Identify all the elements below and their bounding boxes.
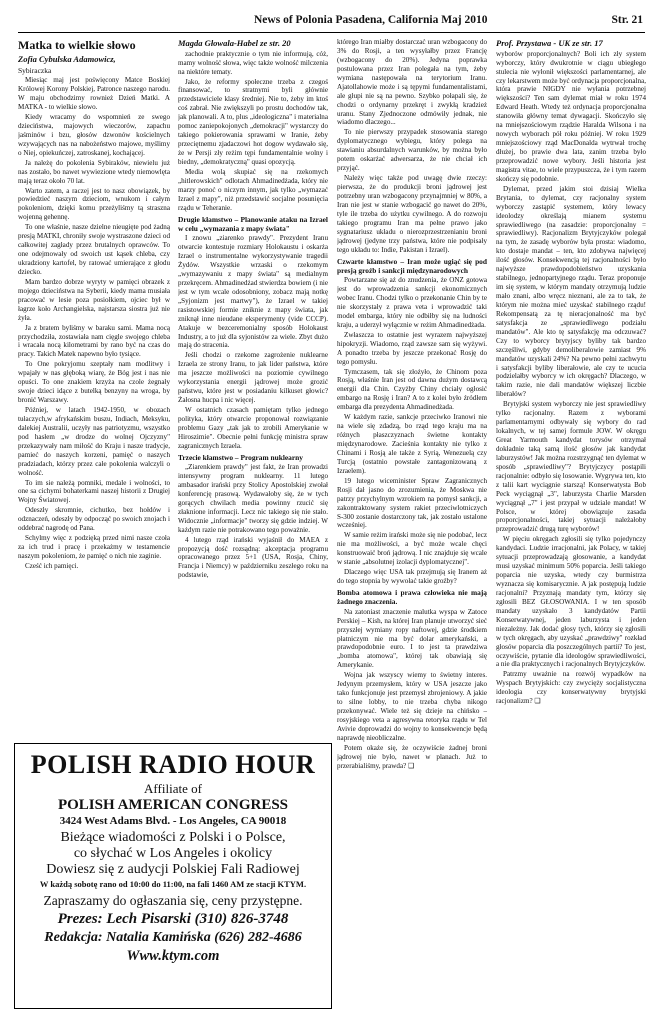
article-paragraph: „Ziarenkiem prawdy" jest fakt, że Iran prowadzi intensywny program nuklearny. 11 lutego ambasador irański przy Stolicy Apostolskiej zwołał konferencję prasową. Wydawałoby się, że w tych gorących chwilach media powinny rzucić się złaknione informacji. Lecz nic takiego się nie stało. Widocznie „informacje" tworzy się gdzie indziej. W każdym razie nie potrakowano tego poważnie. [178, 463, 328, 534]
article-body [496, 50, 646, 706]
ad-website: Www.ktym.com [126, 948, 220, 964]
article-paragraph: Media wolą skupiać się na rzekomych „hitlerowskich" odlotach Ahmadinedżada, który nie marzy ponoć o niczym innym, jak tylko „wymazać Izrael z mapy", niż przedstawić socjalne posunięcia rządu w Teheranie. [178, 167, 328, 212]
article-paragraph: Schylmy więc z podzięką przed nimi nasze czoła za ich trud i pracę i przekażmy w testamencie naszym pokoleniom, że pamięć o nich nie zaginie. [18, 534, 170, 560]
article-body [337, 38, 487, 771]
article-paragraph: Brytyjski system wyborczy nie jest sprawiedliwy tylko racjonalny. Razem z wyborami parlamentarnymi odbywały się wybory do rad lokalnych, w tej samej formule JOW. W okręgu Great Yarmouth kandydat torysów otrzymał dokładnie taką samą ilość głosów jak kandydat laburzystów! Jak można rozstrzygnąć ten dylemat w sposób „sprawiedliwy"? Brytyjczycy postąpili racjonalnie: odbyło się losowanie. Wygrywa ten, kto z talii kart wyciągnie starszą! Konserwatysta Bob Peck wyciągnął „3", laburzysta Charlie Marsden wyciągnął „7" i jest przypał w udziale mandat! W Polsce, w której obowiązuje zasada proporcjonalności, takiej sytuacji należałoby przeprowadzić drugą turę wyborów! [496, 400, 646, 534]
article-matka [18, 38, 170, 726]
newspaper-title: News of Polonia Pasadena, California Maj 2010 [254, 14, 488, 26]
article-paragraph: 4 lutego rząd irański wyjaśnił do MAEA z propozycją dość rozsądną: akceptacja programu opracowanego przez 5+1 (USA, Rosja, Chiny, Francja i Niemcy) w październiku zeszłego roku na podstawie, [178, 535, 328, 580]
article-paragraph: Cześć ich pamięci. [25, 561, 79, 570]
section-heading: Czwarte kłamstwo – Iran może ugiąć się pod presją groźb i sankcji międzynarodowych [337, 256, 487, 275]
ad-title: POLISH RADIO HOUR [30, 750, 316, 779]
article-paragraph: Dylemat, przed jakim stoi dzisiaj Wielka Brytania, to dylemat, czy racjonalny system wyborczy zastąpić systemem, który lewacy ideolodzy określają mianem systemu sprawiedliwego (na zasadzie: proporcjonalny = sprawiedliwy). Racjonalizm Brytyjczyków polegał na tym, że zasadę wyborów była prosta: wiadomo, kto dostaje mandat – ten, kto zdobywa najwięcej ilość głosów. Konsekwencją tej racjonalności było najwyższe prawdopodobieństwo uzyskania stabilnego, jednopartyjnego rządu. Teraz proponuje im się system, w którym mandaty otrzymują ludzie mało znani, albo wręcz nieznani, ale za to tak, że którym nie można mieć uzyskać stabilnego rządu! Rekompensatą za tę nieracjonalność ma być satysfakcja ze „sprawiedliwego podziału mandatów". Ale kto tę satysfakcję ma odczuwać? Czy to wyborcy brytyjscy byliby tak bardzo szczęśliwi, gdyby demoliberalowie zamiast 9% mandatów uzyskali 24%? Na pewno pełni zachwytu i satysfakcji byliby liberałowie, ale czy te ucucia podzielałby wyborcy w ich okręgach? Dlaczego, w takim razie, nie dali mandatów większej liczbie liberałów? [496, 184, 646, 399]
article-paragraph: Należy więc także pod uwagę dwie rzeczy: pierwsza, że do produkcji broni jądrowej jest potrzebny uran wzbogacony przynajmniej w 80%, a Iran nie jest w stanie wzbogacić go nawet do 20%, tyle ile trzeba do użytku cywilnego. A do rozwoju takiego programu Iran ma pełne prawo jako sygnatariusz układu o nierozprzestrzenianiu broni jądrowej (jedyne trzy państwa, które nie podpisały tego układu to: Indie, Pakistan i Izrael). [337, 174, 487, 254]
article-paragraph: Dlaczego więc USA tak przejmują się Iranem aż do tego stopnia by wywołać takie groźby? [337, 568, 487, 586]
article-paragraph: W pięciu okręgach zgłosili się tylko pojedynczy kandydaci. Ludzie irracjonalni, jak Polacy, w takiej sytuacji przeprowadzają głosowanie, a kandydat musi uzyskać minimum 50% poparcia. Jeśli takiego poparcia nie uzyska, wtedy czy burmistrza wyznacza się komisarycznie. A jak postępują ludzie racjonalni? Przyznają mandaty tym, którzy się zgłosili BEZ GŁOSOWANIA. I w ten sposób mandaty uzyskało 3 kandydatów Partii Konserwatywnej, jeden laburzysta i jeden niezależny. Jak dodać głosy tych, którzy się zgłosili w tych okręgach, aby uzyskać „prawdziwy" rozkład głosów poparcia dla poszczególnych partii? To jest, oczywiście, pytanie dla ideologów sprawiedliwości, a nie dla praktycznych i racjonalnych Brytyjczyków. [496, 535, 646, 669]
article-paragraph: Mam bardzo dobrze wyryty w pamięci obrazek z mojego dzieciństwa na Syberii, kiedy mama musiała pracować w lesie poza posiołkiem, ojciec był w łagrze koło Archangielska, najstarsza siostra już nie żyła. [18, 277, 170, 322]
article-title: Matka to wielkie słowo [18, 38, 136, 52]
ad-line: Dowiesz się z audycji Polskiej Fali Radiowej [46, 862, 300, 877]
article-paragraph: Kiedy wracamy do wspomnień ze swego dzieciństwa, majowych wieczorów, zapachu jaśminów i bzu, głosów dzwonów kościelnych wzywających nas na nabożeństwo majowe, myślimy o Niej, opiekuńczej, zatroskanej, kochającej. [18, 113, 170, 157]
ad-address: 3424 West Adams Blvd. - Los Angeles, CA 90018 [59, 815, 287, 827]
article-paragraph: W ostatnich czasach pamiętam tylko jednego polityka, który otwarcie proponował rozwiązanie problemu Gazy „tak jak to zrobili Amerykanie w Hiroszimie". Obecnie pełni funkcję ministra spraw zagranicznych Izraela. [178, 406, 328, 450]
ad-president-contact: Prezes: Lech Pisarski (310) 826-3748 [57, 911, 289, 927]
article-paragraph: Zwłaszcza to ostatnie jest wyrazem najwyższej hipokryzji. Wiadomo, rząd zawsze sam się wyżywi. A ponadto trzeba by jeszcze przekonać Rosję do tego pomysłu. [337, 330, 487, 366]
continuation-byline: Magda Głowala-Habel ze str. 20 [178, 38, 291, 48]
article-paragraph: I znowu „ziarenko prawdy". Prezydent Iranu otwarcie kontestuje rozmiary Holokaustu i oskarża Izrael o instrumentalne wykorzystywanie tragedii Żydów. Wszystkie wrzaski o rzekomym „wymazywaniu z mapy świata" są medialnym przekręcem. Ahmadinedżad stwierdza bowiem (i nie jest w tym wcale odosobniony, zobacz mają notkę „Syjonizm jest martwy"), że Izrael w takiej rasistowskiej formie zniknie z mapy świata, jak zniknął inne nieudane eksperymenty (vide CCCP). Atakuje w bezceremonialny sposób Holokaust Industry, a to już dla syjonistów za wiele. Zbyt dużo mają do stracenia. [178, 234, 328, 350]
article-paragraph: Tymczasem, tak się złożyło, że Chinom poza Rosją, właśnie Iran jest od dawna dużym dostawcą energii dla Chin. Czyżby Chiny chciały ogłosić embargo na Rosję i Iran? A to z kolei było źródłem embarga dla prezydenta Ahmadinedżada. [337, 367, 487, 412]
article-paragraph: To one właśnie, nasze dzielne nieugięte pod żadną presją MATKI, chroniły swoje wystraszone dzieci od całkowitej zagłady przez brutalnych oprawców. To one odejmowały od swoich ust kąsek chleba, czy ukradziony kartofel, by ratować umierające z głodu dziecko. [18, 223, 170, 276]
article-paragraph: Potem okaże się, że oczywiście żadnej broni jądrowej nie było, nawet w planach. Już to przerabialiśmy, prawda? ❑ [337, 743, 487, 770]
article-paragraph: którego Iran miałby dostarczać uran wzbogacony do 3% do Rosji, a ten wysyłałby przez Francję (wzbogacony do 20%). Jedyna poprawka postulowana przez Iran polegała na tym, żeby wymiana następowała na terytorium Iranu. Ajatollahowie może i są tępymi fundamentalistami, ale głupi nie są na pewno. Szybko połapali się, że chodzi o ordynarny przekręt i zwykłą kradzież uranu. Stany Zjednoczone odmówiły jednak, nie wiadomo dlaczego... [337, 38, 487, 127]
page-number: Str. 21 [611, 14, 643, 26]
article-paragraph: Miesiąc maj jest poświęcony Matce Boskiej Królowej Korony Polskiej, Patronce naszego narodu. W maju obchodzimy rownież Dzień Matki. A MATKA - to wielkie słowo. [18, 76, 170, 112]
article-body [18, 76, 170, 571]
article-paragraph: Ja należę do pokolenia Sybiraków, niewielu już nas zostało, bo nawet wywiezione wtedy niemowlęta mają teraz około 70 lat. [18, 158, 170, 185]
article-author-note: Sybiraczka [18, 65, 52, 75]
article-iran-continued [178, 38, 328, 726]
continuation-byline: Prof. Przystawa - UK ze str. 17 [496, 38, 603, 48]
article-paragraph: Odeszły skromnie, cichutko, bez hołdów i odznaczeń, odeszły by odpocząć po swoich znojach i oddebrać nagrodę od Pana. [18, 506, 170, 533]
article-paragraph: W samie reżim irański może się nie podobać, lecz nie ma możliwości, a być może wcale chęci konstruowaić broń jądrową. I nic znajduje się wcale w stanie „absolutnej izolacji dyplomatycznej". [337, 531, 487, 567]
article-przystawa-continued [496, 38, 646, 942]
ad-schedule: W każdą sobotę rano od 10:00 do 11:00, na fali 1460 AM ze stacji KTYM. [39, 879, 307, 889]
section-heading: Trzecie kłamstwo – Program nuklearny [178, 452, 303, 462]
article-paragraph: zachodnie praktycznie o tym nie informują, cóż, mamy wolność słowa, więc także wolność milczenia na niektóre tematy. [178, 49, 328, 76]
page-header [18, 14, 645, 33]
article-paragraph: Jako, że reformy społeczne trzeba z czegoś finansować, to stratnymi byli głównie przedstawiciele klasy średniej. Nie to, żeby im ktoś coś zabrał. Nie zwiększyli po prostu dochodów tak, jak planowali. A to, plus „ideologiczna" i materialna pomoc zaniepokojonych „demokracji" wystarczy do takiego pokierowania sprawami w Iranie, żeby przeciętnemu zjadaczowi hot dogow wydawało się, że w Persji zły reżim tępi fundamentalnie wolny i biedny, „demokratyczną" quasi opozycją. [178, 77, 328, 166]
ad-line: Bieżące wiadomości z Polski i o Polsce, [60, 830, 286, 845]
article-paragraph: To One pokryjomu szeptały nam modlitwy i wpajały w nas głęboką wiarę, że Bóg jest i nas nie opuści. To one znakiem krzyża na czole żegnały swoje dzieci idące z butelką benzyny na wroga, by bronić Warszawy. [18, 360, 170, 405]
ad-invite: Zapraszamy do ogłaszania się, ceny przystępne. [43, 893, 303, 908]
article-paragraph: W każdym razie, sankcje przeciwko Iranowi nie na wiele się zdadzą, bo rząd tego kraju ma na różnych płaszczyznach świetne kontakty międzynarodowe. Zacieśnia kontakty nie tylko z Chinami i Rosją ale także z Syrią, Wenezuelą czy Turcją (ostatnio powstałe zantagonizowaną z Izraelem). [337, 413, 487, 475]
article-paragraph: 19 lutego wiceminister Spraw Zagranicznych Rosji dał jasno do zrozumienia, że Moskwa nie patrzy przychylnym wzrokiem na pomysł sankcji, a zakontraktowany system rakiet przeciwlotniczych S-300 zostanie dostarczony tak, jak zostało ustalone wcześniej. [337, 476, 487, 530]
ad-affiliate: Affiliate of [144, 781, 202, 796]
article-paragraph: To nie pierwszy przypadek stosowania starego dyplomatycznego wybiegu, który polega na stawianiu absurdalnych warunków, by można było potem oskarżać adwersarza, że nie chciał ich przyjąć. [337, 128, 487, 173]
ad-organization: POLISH AMERICAN CONGRESS [57, 797, 289, 813]
section-heading: Bomba atomowa i prawa człowieka nie mają żadnego znaczenia. [337, 588, 487, 607]
section-heading: Drugie kłamstwo – Planowanie ataku na Izrael w celu „wymazania z mapy świata" [178, 214, 328, 233]
article-paragraph: Powtarzane się aż do znudzenia, że ONZ gotowa jest do wprowadzenia sankcji ekonomicznych wobec Iranu. Chodzi tylko o przekonanie Chin by te nie skorzystały z prawa veta i wprowadzić taki model embarga, który nie odbiłby się na ludności kraju, a uderzył wyłącznie w reżim Ahmadinedżada. [337, 276, 487, 329]
article-paragraph: Warto zatem, a raczej jest to nasz obowiązek, by powiedzieć naszym dzieciom, wnukom i całym pokoleniom, dzięki komu przeżyliśmy tą straszna wojenną gehennę. [18, 186, 170, 222]
article-body [178, 50, 328, 581]
article-iran-continued-2 [337, 38, 487, 942]
ad-line: co słychać w Los Angeles i okolicy [73, 846, 273, 861]
article-paragraph: Ja z bratem byliśmy w baraku sami. Mama nocą przychodziła, zostawiała nam cięgle swojego chleba i wracała nocą kilometrami by rano być na czas do pracy. Takich Matek napewno było tysiące. [18, 323, 170, 359]
article-paragraph: Patrzmy uważnie na rozwój wypadków na Wyspach Brytyjskich: czy zwycięży socjalistyczna ideologia czy konserwatywny brytyjski racjonalizm? ❑ [496, 670, 646, 706]
article-paragraph: Jeśli chodzi o rzekome zagrożenie nuklearne Izraela ze strony Iranu, to jak lider państwa, które ma jeszcze możliwości na poziomie cywilnego wykorzystania energii jądrowej może grozić państwu, które jest w posiadaniu kilkuset głowic? Żałosna hucpa i nic więcej. [178, 351, 328, 405]
article-paragraph: Na zatoniast znaczenie malutka wyspa w Zatoce Perskiej – Kish, na której Iran planuje utworzyć sieć przyszłej wymiany ropy naftowej, gdzie środkiem płatniczym nie ma być dolar amerykański, a prawdopodobnie euro. I to jest ta prawdziwa „bomba atomowa", której tak obawiają się Amerykanie. [337, 607, 487, 670]
article-author: Zofia Cybulska Adamowicz, [18, 54, 116, 65]
article-paragraph: To im sie należą pomniki, medale i wolności, to one sa cichymi bohaterkami naszej historii z Drugiej Wojny Światowej. [18, 478, 170, 505]
radio-hour-advertisement [14, 743, 332, 1009]
article-paragraph: wyborów proporcjonalnych? Boli ich zły system wyborczy, który dwukrotnie w ciągu ubiegłego stulecia nie wyłonił większości parlamentarnej, ale czy lekarstwem może być ordynacja proporcjonalna, która prawie NIGDY nie wyłania potrzebnej większości? Ten sam dylemat miał w roku 1974 Edward Heath. Wtedy też ordynacja proporcjonalna stanowiła główny temat dywagacji. Skończyło się na mniejszościowym rządzie Haralda Wilsona i na nowych wyborach pół roku później. W roku 1929 mniejszościowy rząd MacDonalda wytrwał trochę dłużej, bo prawie dwa lata, zanim trzeba było przeprowadzić nowe wybory. Jeśli historia jest magistra vitae, to wiele przypuszcza, że i tym razem skończy się podobnie. [496, 49, 646, 183]
ad-editor-contact: Redakcja: Natalia Kamińska (626) 282-4686 [44, 930, 302, 945]
article-paragraph: Później, w latach 1942-1950, w obozach tułaczych,w afrykańskim buszu, Indiach, Meksyku, dalekiej Australii, uczyły nas patriotyzmu, wszystko pod hasłem „w drodze do wolnej Ojczyzny" przekazywały nam miłość do Kraju i nasze tradycje, pamieć do naszych korzeni, pamięć o naszych pradziadach, którzy przez całe pokolenia walczyli o wolność. [18, 406, 170, 477]
article-paragraph: Wojna jak wszyscy wiemy to świetny interes. Jedynym przemysłem, który w USA jeszcze jako tako funkcjonuje jest przemysł zbrojeniowy. A jakie to silne lobby, to nie trzeba chyba nikogo przekonywać. Wiele też się dzieje na chińsko – rosyjskiego veta a agresywna retoryka rządu w Tel Avivie doprowadzi do wojny to konsekwencje będą naprawdę nieobliczalne. [337, 671, 487, 742]
